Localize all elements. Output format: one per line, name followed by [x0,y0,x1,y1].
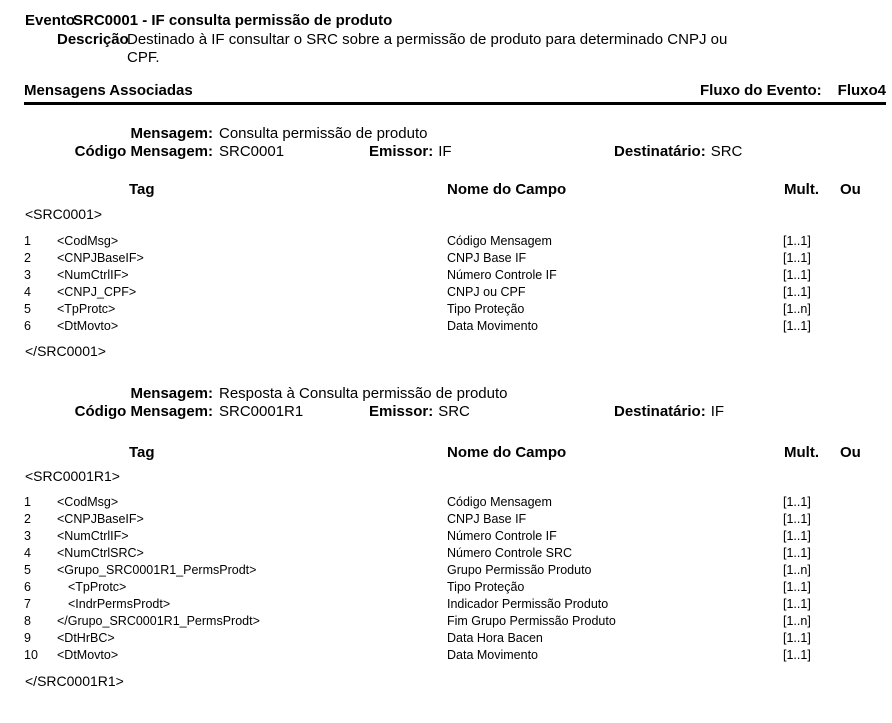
event-flow-value: Fluxo4 [837,82,886,99]
column-header-field-name: Nome do Campo [447,181,567,198]
row-tag: <CodMsg> [57,495,119,509]
row-tag: <Grupo_SRC0001R1_PermsProdt> [57,563,257,577]
row-tag: <IndrPermsProdt> [68,597,171,611]
row-number: 3 [24,529,31,543]
column-header-ou: Ou [840,181,861,198]
row-tag: <NumCtrlIF> [57,268,129,282]
row-tag: </Grupo_SRC0001R1_PermsProdt> [57,614,260,628]
table-row [0,580,892,597]
event-flow-label: Fluxo do Evento: [699,82,822,99]
row-field-name: Indicador Permissão Produto [447,597,609,611]
table-row [0,631,892,648]
row-tag: <CNPJBaseIF> [57,251,144,265]
row-field-name: CNPJ Base IF [447,251,527,265]
description-label: Descrição [57,31,129,48]
table-row [0,234,892,251]
description-line-2: CPF. [127,49,160,66]
row-number: 7 [24,597,31,611]
table-row [0,302,892,319]
message-name-line [0,385,892,403]
row-multiplicity: [1..1] [783,529,811,543]
message-meta-line [0,143,892,161]
row-multiplicity: [1..1] [783,546,811,560]
row-multiplicity: [1..1] [783,580,811,594]
description-line-1: Destinado à IF consultar o SRC sobre a permissão de produto para determinado CNPJ ou [127,31,728,48]
message-code-label: Código Mensagem: [74,403,213,420]
message-label: Mensagem: [130,125,213,142]
table-header [0,181,892,199]
recipient [614,403,724,420]
row-tag: <CNPJ_CPF> [57,285,137,299]
row-tag: <NumCtrlIF> [57,529,129,543]
emitter-label: Emissor: [369,143,434,160]
column-header-mult: Mult. [784,444,819,461]
row-multiplicity: [1..n] [783,302,811,316]
message-meta-line [0,403,892,421]
row-tag: <DtHrBC> [57,631,115,645]
row-tag: <CodMsg> [57,234,119,248]
row-tag: <CNPJBaseIF> [57,512,144,526]
row-multiplicity: [1..1] [783,631,811,645]
row-field-name: CNPJ Base IF [447,512,527,526]
emitter-value: SRC [438,403,470,420]
xml-open-tag: <SRC0001> [25,206,103,222]
recipient-value: IF [710,403,725,420]
row-field-name: Número Controle IF [447,529,557,543]
table-row [0,512,892,529]
row-number: 9 [24,631,31,645]
emitter-label: Emissor: [369,403,434,420]
row-field-name: Tipo Proteção [447,302,525,316]
associated-messages-title: Mensagens Associadas [24,82,193,99]
recipient [614,143,742,160]
message-name: Resposta à Consulta permissão de produto [219,385,508,402]
row-field-name: Tipo Proteção [447,580,525,594]
table-row [0,529,892,546]
row-field-name: Fim Grupo Permissão Produto [447,614,616,628]
message-name-line [0,125,892,143]
row-multiplicity: [1..1] [783,234,811,248]
table-row [0,597,892,614]
row-field-name: Código Mensagem [447,234,552,248]
table-row [0,614,892,631]
message-code-label: Código Mensagem: [74,143,213,160]
row-field-name: Data Hora Bacen [447,631,543,645]
message-name: Consulta permissão de produto [219,125,428,142]
row-field-name: Data Movimento [447,648,539,662]
row-number: 5 [24,302,31,316]
description-text [127,31,847,67]
table-row [0,285,892,302]
row-number: 4 [24,546,31,560]
row-field-name: Número Controle SRC [447,546,573,560]
table-row [0,648,892,665]
message-code: SRC0001R1 [219,403,304,420]
emitter [369,143,452,160]
row-number: 6 [24,319,31,333]
column-header-mult: Mult. [784,181,819,198]
row-multiplicity: [1..1] [783,251,811,265]
row-field-name: Data Movimento [447,319,539,333]
message-label: Mensagem: [130,385,213,402]
table-row [0,546,892,563]
column-header-ou: Ou [840,444,861,461]
row-tag: <DtMovto> [57,648,119,662]
xml-close-tag: </SRC0001R1> [25,673,124,689]
row-multiplicity: [1..1] [783,495,811,509]
table-row [0,495,892,512]
table-row [0,268,892,285]
message-code: SRC0001 [219,143,285,160]
recipient-label: Destinatário: [614,143,706,160]
xml-open-tag: <SRC0001R1> [25,468,120,484]
column-header-tag: Tag [129,444,155,461]
row-field-name: CNPJ ou CPF [447,285,526,299]
row-multiplicity: [1..1] [783,268,811,282]
emitter [369,403,470,420]
row-number: 6 [24,580,31,594]
row-multiplicity: [1..n] [783,563,811,577]
row-number: 1 [24,495,31,509]
row-number: 1 [24,234,31,248]
row-tag: <TpProtc> [68,580,127,594]
row-number: 3 [24,268,31,282]
row-field-name: Grupo Permissão Produto [447,563,592,577]
recipient-label: Destinatário: [614,403,706,420]
row-tag: <NumCtrlSRC> [57,546,144,560]
row-multiplicity: [1..1] [783,648,811,662]
event-label: Evento [25,12,76,29]
row-number: 10 [24,648,38,662]
section-divider [24,82,886,105]
row-number: 5 [24,563,31,577]
column-header-field-name: Nome do Campo [447,444,567,461]
row-multiplicity: [1..1] [783,512,811,526]
row-multiplicity: [1..1] [783,285,811,299]
emitter-value: IF [438,143,452,160]
row-tag: <TpProtc> [57,302,116,316]
table-header [0,444,892,462]
xml-close-tag: </SRC0001> [25,343,106,359]
row-field-name: Código Mensagem [447,495,552,509]
table-row [0,251,892,268]
row-tag: <DtMovto> [57,319,119,333]
row-multiplicity: [1..n] [783,614,811,628]
row-number: 4 [24,285,31,299]
recipient-value: SRC [710,143,743,160]
row-number: 2 [24,251,31,265]
column-header-tag: Tag [129,181,155,198]
event-title: SRC0001 - IF consulta permissão de produto [73,12,393,29]
row-multiplicity: [1..1] [783,597,811,611]
table-row [0,563,892,580]
table-row [0,319,892,336]
row-number: 2 [24,512,31,526]
event-flow [700,82,886,99]
row-multiplicity: [1..1] [783,319,811,333]
row-field-name: Número Controle IF [447,268,557,282]
row-number: 8 [24,614,31,628]
